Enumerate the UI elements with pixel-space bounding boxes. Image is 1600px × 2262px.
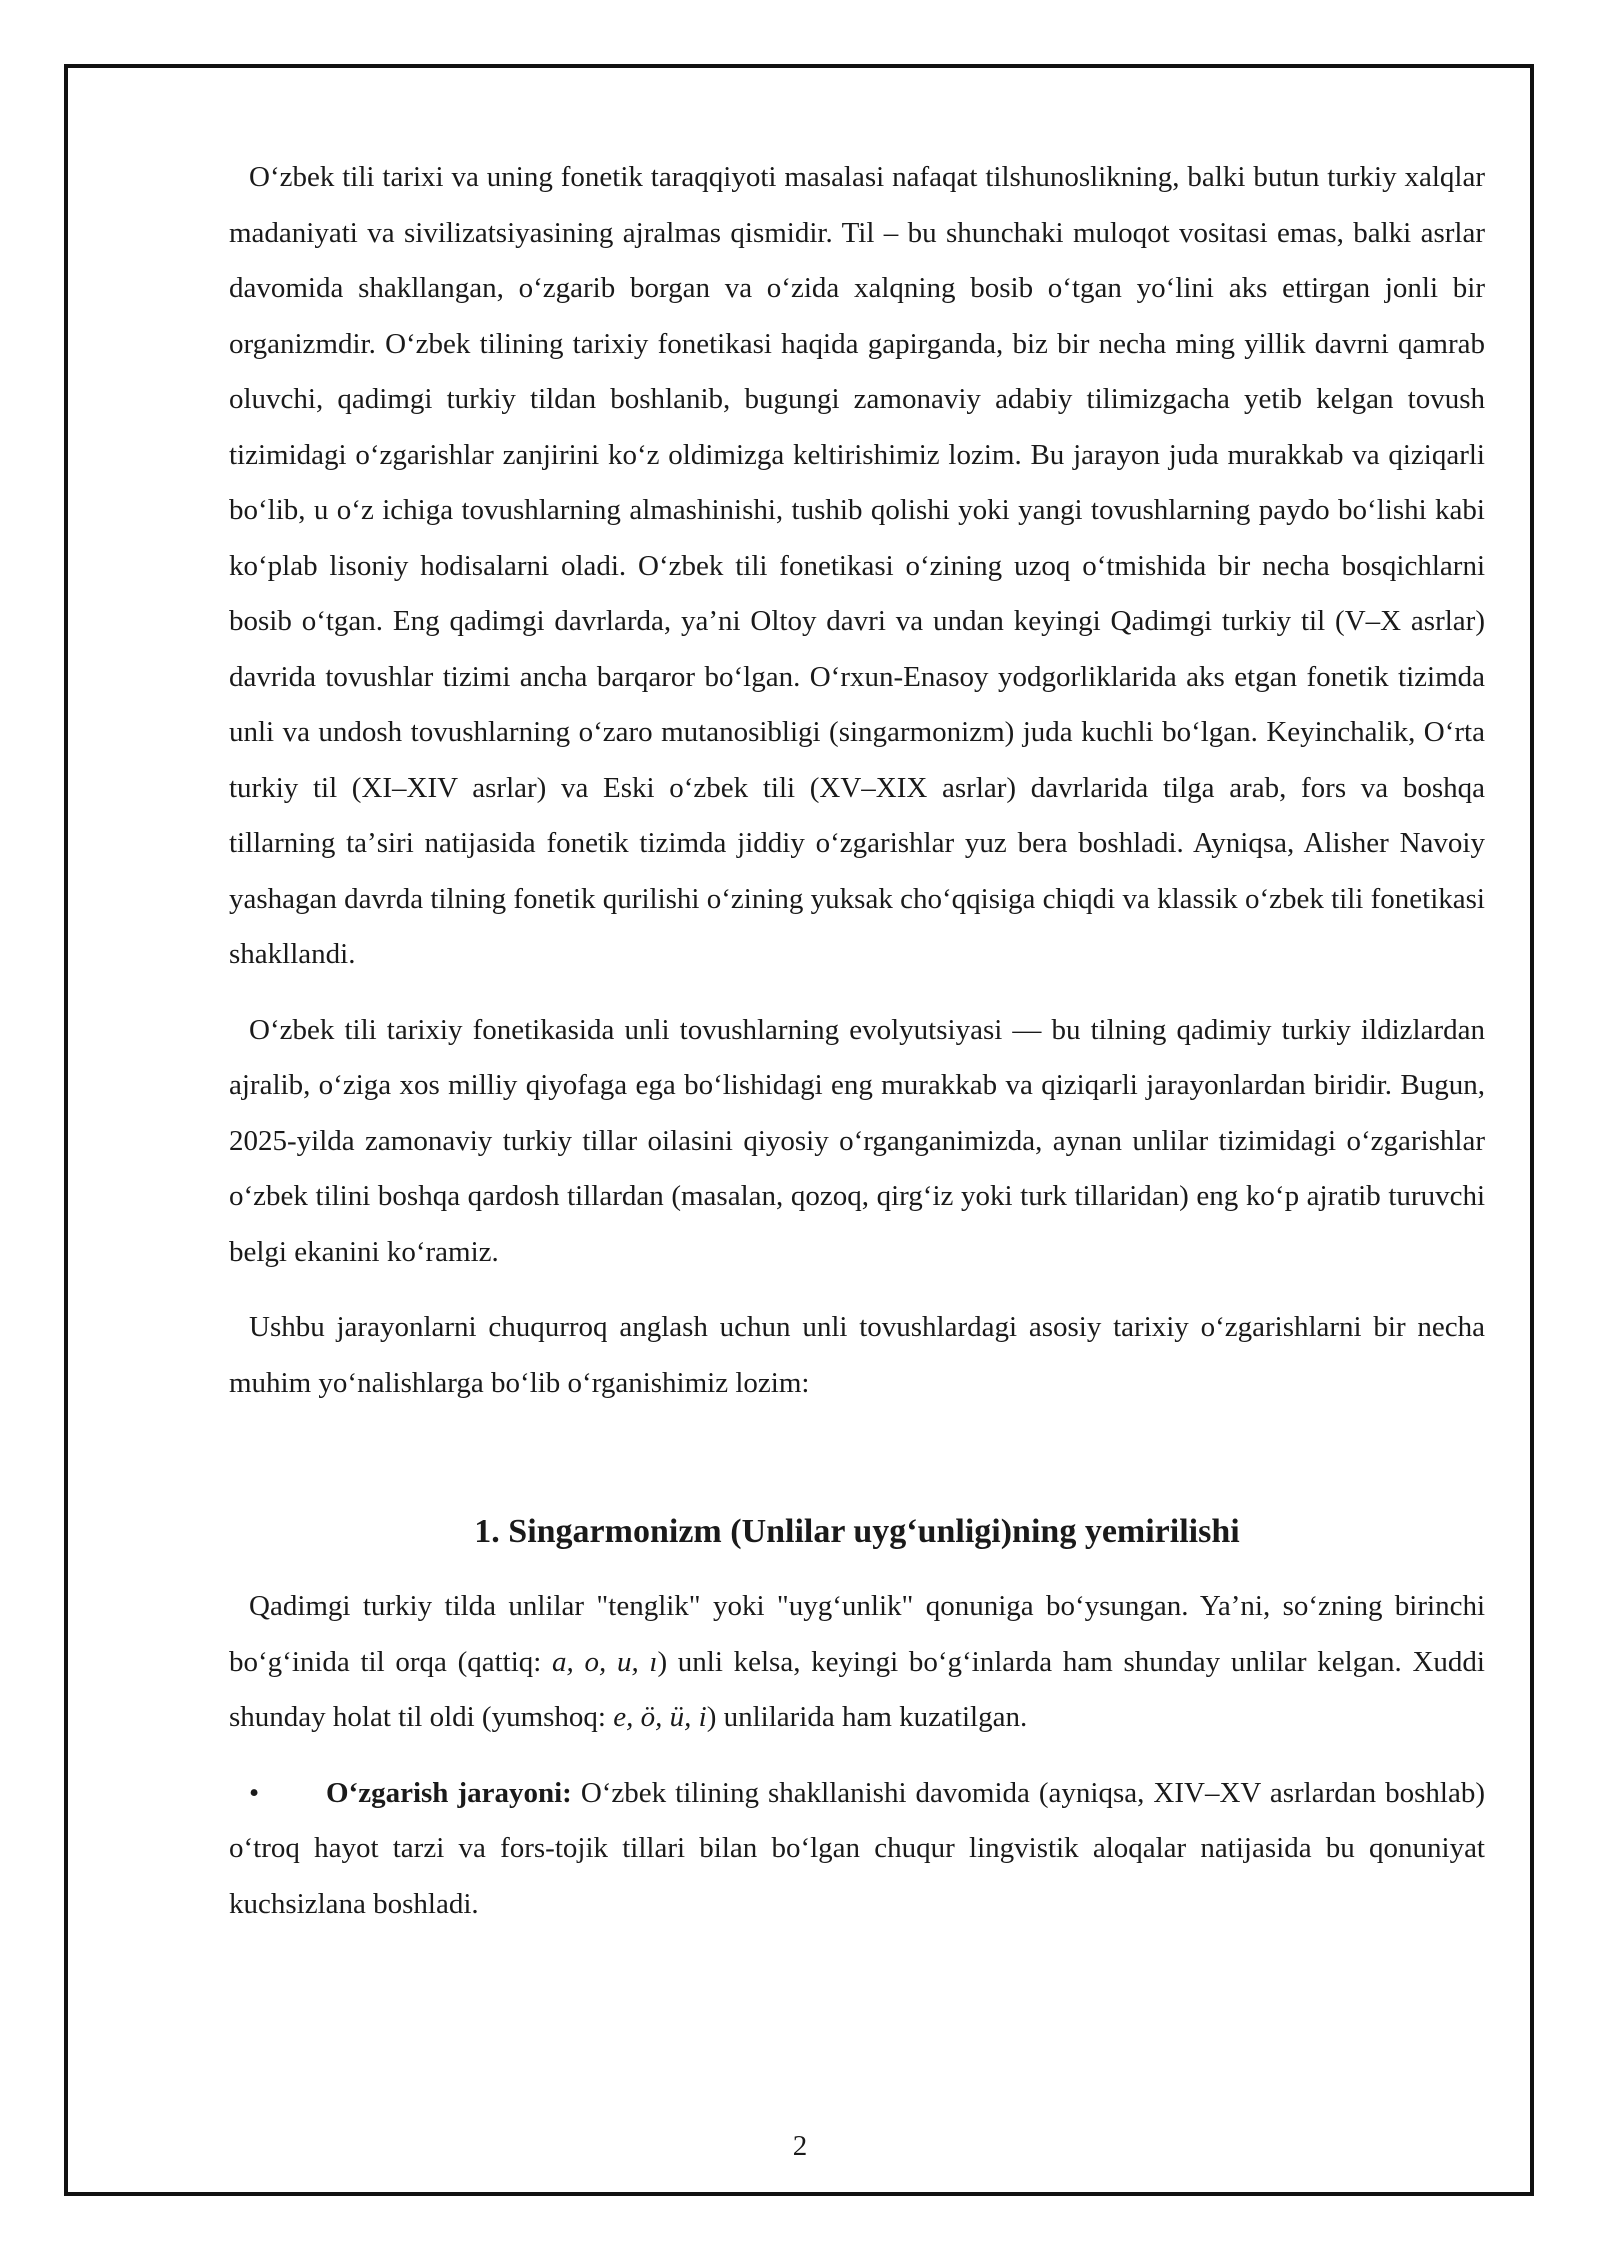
section-heading: 1. Singarmonizm (Unlilar uygʻunligi)ning yemirilishi	[474, 1513, 1240, 1550]
vowel-evolution-paragraph: Oʻzbek tili tarixiy fonetikasida unli tovushlarning evolyutsiyasi — bu tilning qadimiy turkiy ildizlardan ajralib, oʻziga xos milliy qiyofaga ega boʻlishidagi eng murakkab va qiziqarli jarayonlardan biridir. Bugun, 2025-yilda zamonaviy turkiy tillar oilasini qiyosiy oʻrganganimizda, aynan unlilar tizimidagi oʻzgarishlar oʻzbek tilini boshqa qardosh tillardan (masalan, qozoq, qirgʻiz yoki turk tillaridan) eng koʻp ajratib turuvchi belgi ekanini koʻramiz.	[229, 1013, 1485, 1268]
singarmonizm-paragraph	[229, 1579, 1485, 1746]
back-vowels: a, o, u, ı	[552, 1645, 658, 1678]
intro-paragraph: Oʻzbek tili tarixi va uning fonetik taraqqiyoti masalasi nafaqat tilshunoslikning, balki butun turkiy xalqlar madaniyati va sivilizatsiyasining ajralmas qismidir. Til – bu shunchaki muloqot vositasi emas, balki asrlar davomida shakllangan, oʻzgarib borgan va oʻzida xalqning bosib oʻtgan yoʻlini aks ettirgan jonli bir organizmdir. Oʻzbek tilining tarixiy fonetikasi haqida gapirganda, biz bir necha ming yillik davrni qamrab oluvchi, qadimgi turkiy tildan boshlanib, bugungi zamonaviy adabiy tilimizgacha yetib kelgan tovush tizimidagi oʻzgarishlar zanjirini koʻz oldimizga keltirishimiz lozim. Bu jarayon juda murakkab va qiziqarli boʻlib, u oʻz ichiga tovushlarning almashinishi, tushib qolishi yoki yangi tovushlarning paydo boʻlishi kabi koʻplab lisoniy hodisalarni oladi. Oʻzbek tili fonetikasi oʻzining uzoq oʻtmishida bir necha bosqichlarni bosib oʻtgan. Eng qadimgi davrlarda, yaʼni Oltoy davri va undan keyingi Qadimgi turkiy til (V–X asrlar) davrida tovushlar tizimi ancha barqaror boʻlgan. Oʻrxun-Enasoy yodgorliklarida aks etgan fonetik tizimda unli va undosh tovushlarning oʻzaro mutanosibligi (singarmonizm) juda kuchli boʻlgan. Keyinchalik, Oʻrta turkiy til (XI–XIV asrlar) va Eski oʻzbek tili (XV–XIX asrlar) davrlarida tilga arab, fors va boshqa tillarning taʼsiri natijasida fonetik tizimda jiddiy oʻzgarishlar yuz bera boshladi. Ayniqsa, Alisher Navoiy yashagan davrda tilning fonetik qurilishi oʻzining yuksak choʻqqisiga chiqdi va klassik oʻzbek tili fonetikasi shakllandi.	[229, 161, 1485, 970]
front-vowels: e, ö, ü, i	[613, 1701, 707, 1733]
bullet-label: Oʻzgarish jarayoni:	[326, 1776, 572, 1809]
page-number: 2	[792, 2130, 808, 2162]
study-directions-paragraph: Ushbu jarayonlarni chuqurroq anglash uchun unli tovushlardagi asosiy tarixiy oʻzgarishlarni bir necha muhim yoʻnalishlarga boʻlib oʻrganishimiz lozim:	[229, 1311, 1485, 1399]
singarmonizm-text-b: ) unli kelsa, keyingi boʻgʻinlarda ham shunday unlilar kelgan. Xuddi shunday holat til oldi (yumshoq:	[229, 1645, 1485, 1733]
bullet-text: Oʻzbek tilining shakllanishi davomida (ayniqsa, XIV–XV asrlardan boshlab) oʻtroq hayot tarzi va fors-tojik tillari bilan boʻlgan chuqur lingvistik aloqalar natijasida bu qonuniyat kuchsizlana boshladi.	[229, 1776, 1485, 1920]
singarmonizm-text-c: ) unlilarida ham kuzatilgan.	[706, 1701, 1028, 1733]
singarmonizm-text-a: Qadimgi turkiy tilda unlilar "tenglik" yoki "uygʻunlik" qonuniga boʻysungan. Yaʼni, soʻzning birinchi boʻgʻinida til orqa (qattiq:	[229, 1590, 1485, 1678]
list-item	[229, 1766, 1485, 1933]
page-content	[229, 150, 1485, 1932]
bullet-marker: •	[249, 1776, 260, 1809]
